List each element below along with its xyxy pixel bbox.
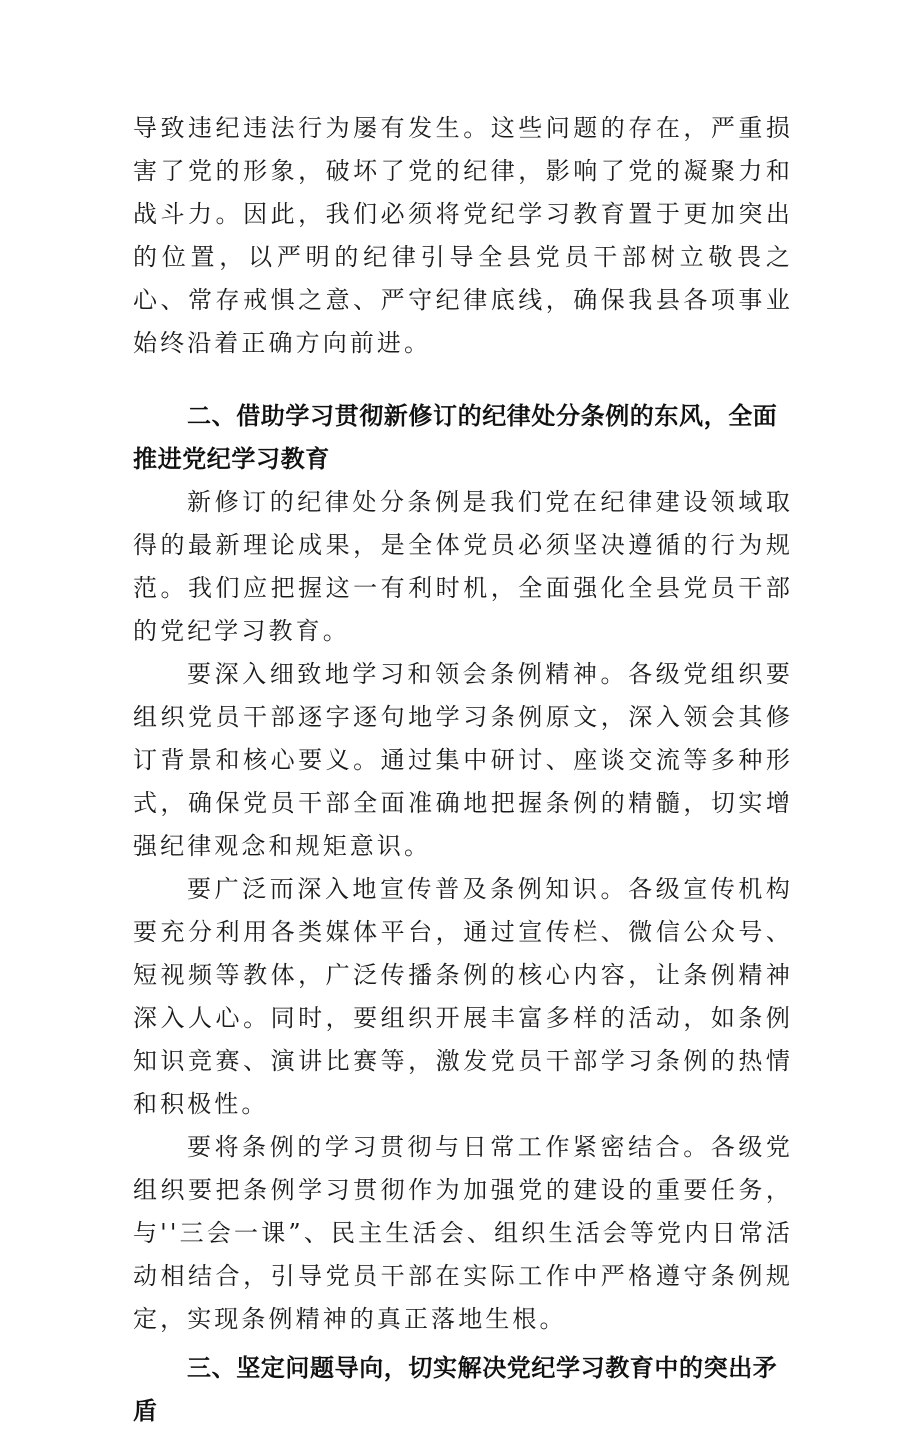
document-body xyxy=(133,107,793,1433)
section-two-paragraph: 新修订的纪律处分条例是我们党在纪律建设领域取得的最新理论成果，是全体党员必须坚决遵循的行为规范。我们应把握这一有利时机，全面强化全县党员干部的党纪学习教育。 xyxy=(133,488,793,645)
section-spacer xyxy=(133,365,793,395)
section-two-heading: 二、借助学习贯彻新修订的纪律处分条例的东风，全面推进党纪学习教育 xyxy=(133,402,778,473)
section-two-paragraph: 要将条例的学习贯彻与日常工作紧密结合。各级党组织要把条例学习贯彻作为加强党的建设的重要任务，与''三会一课”、民主生活会、组织生活会等党内日常活动相结合，引导党员干部在实际工作中严格遵守条例规定，实现条例精神的真正落地生根。 xyxy=(133,1133,793,1333)
section-two-paragraph: 要广泛而深入地宣传普及条例知识。各级宣传机构要充分利用各类媒体平台，通过宣传栏、微信公众号、短视频等教体，广泛传播条例的核心内容，让条例精神深入人心。同时，要组织开展丰富多样的活动，如条例知识竞赛、演讲比赛等，激发党员干部学习条例的热情和积极性。 xyxy=(133,875,793,1118)
paragraph-continued: 导致违纪违法行为屡有发生。这些问题的存在，严重损害了党的形象，破坏了党的纪律，影响了党的凝聚力和战斗力。因此，我们必须将党纪学习教育置于更加突出的位置，以严明的纪律引导全县党员干部树立敬畏之心、常存戒惧之意、严守纪律底线，确保我县各项事业始终沿着正确方向前进。 xyxy=(133,114,793,357)
section-two-paragraph: 要深入细致地学习和领会条例精神。各级党组织要组织党员干部逐字逐句地学习条例原文，深入领会其修订背景和核心要义。通过集中研讨、座谈交流等多种形式，确保党员干部全面准确地把握条例的精髓，切实增强纪律观念和规矩意识。 xyxy=(133,660,793,860)
section-three-heading: 三、坚定问题导向，切实解决党纪学习教育中的突出矛盾 xyxy=(133,1354,778,1425)
